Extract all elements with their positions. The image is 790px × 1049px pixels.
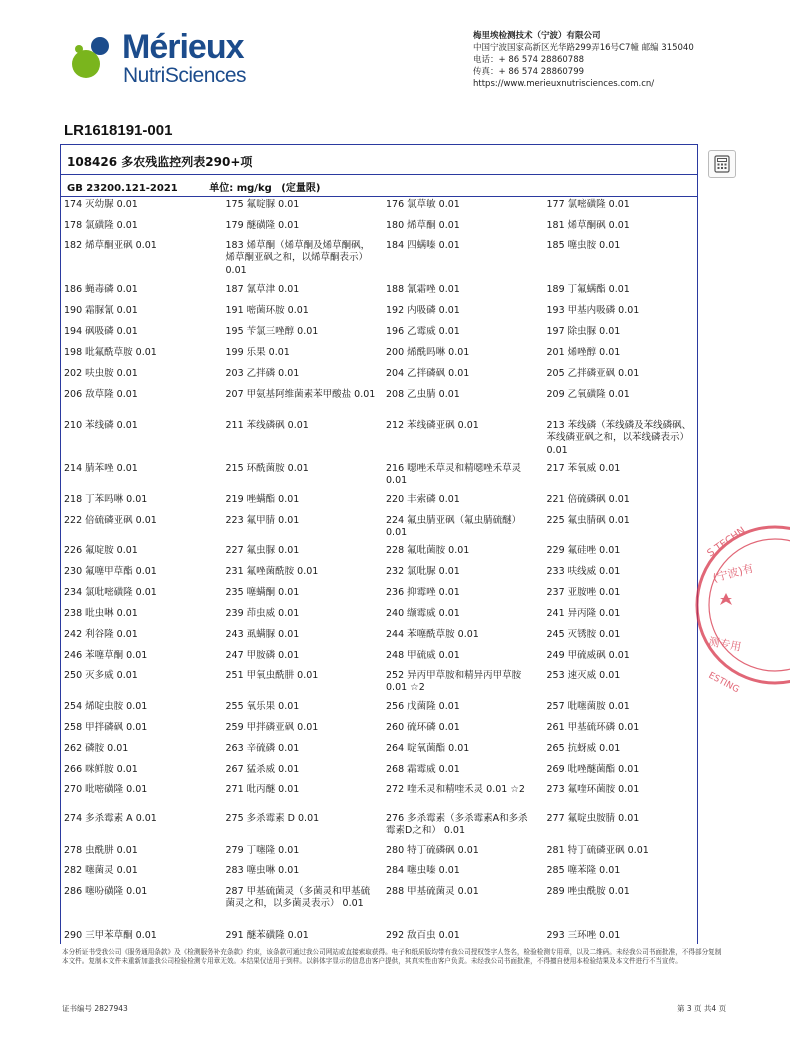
analyte-cell: 234 氯吡嘧磺隆 0.01 xyxy=(64,586,157,598)
analyte-cell: 222 倍硫磷亚砜 0.01 xyxy=(64,514,157,526)
svg-text:ESTING: ESTING xyxy=(706,670,741,696)
analyte-cell: 209 乙氧磺隆 0.01 xyxy=(546,388,630,400)
analyte-cell: 240 缬霉威 0.01 xyxy=(386,607,460,619)
table-row xyxy=(61,587,699,600)
table-row xyxy=(61,701,699,714)
table-row xyxy=(61,930,699,943)
analyte-cell: 236 抑霉唑 0.01 xyxy=(386,586,460,598)
method-standard: GB 23200.121-2021 xyxy=(67,183,178,194)
analyte-cell: 233 呋线威 0.01 xyxy=(546,565,621,577)
table-row xyxy=(61,886,699,911)
analyte-cell: 291 醚苯磺隆 0.01 xyxy=(225,929,309,941)
analyte-cell: 229 氟硅唑 0.01 xyxy=(546,544,621,556)
analyte-cell: 188 氰霜唑 0.01 xyxy=(386,283,460,295)
analyte-cell: 285 噻苯隆 0.01 xyxy=(546,864,621,876)
logo-subwordmark: NutriSciences xyxy=(123,64,247,87)
table-row xyxy=(61,764,699,777)
table-row xyxy=(61,220,699,233)
table-row xyxy=(61,494,699,507)
official-seal xyxy=(690,505,790,705)
table-row xyxy=(61,566,699,579)
table-row xyxy=(61,545,699,558)
analyte-cell: 281 特丁硫磷亚砜 0.01 xyxy=(546,844,649,856)
analyte-cell: 255 氧乐果 0.01 xyxy=(225,700,300,712)
analyte-cell: 280 特丁硫磷砜 0.01 xyxy=(386,844,479,856)
analyte-cell: 235 噻螨酮 0.01 xyxy=(225,586,300,598)
analyte-cell: 187 氰草津 0.01 xyxy=(225,283,300,295)
table-row xyxy=(61,420,699,458)
analyte-cell: 220 丰索磷 0.01 xyxy=(386,493,460,505)
analyte-cell: 180 烯草酮 0.01 xyxy=(386,219,460,231)
table-row xyxy=(61,722,699,735)
analyte-cell: 248 甲硫威 0.01 xyxy=(386,649,460,661)
analyte-cell: 200 烯酰吗啉 0.01 xyxy=(386,346,470,358)
analyte-cell: 201 烯唑醇 0.01 xyxy=(546,346,621,358)
analyte-cell: 204 乙拌磷砜 0.01 xyxy=(386,367,470,379)
analyte-cell: 174 灭幼脲 0.01 xyxy=(64,198,138,210)
analyte-cell: 260 硫环磷 0.01 xyxy=(386,721,460,733)
company-contact xyxy=(473,30,694,90)
analyte-cell: 283 噻虫啉 0.01 xyxy=(225,864,300,876)
analyte-cell: 224 氟虫腈亚砜（氟虫腈硫醚） 0.01 xyxy=(386,514,522,538)
logo-dots-icon xyxy=(66,32,122,88)
analyte-cell: 270 吡嘧磺隆 0.01 xyxy=(64,783,148,795)
analyte-cell: 268 霜霉威 0.01 xyxy=(386,763,460,775)
analyte-cell: 263 辛硫磷 0.01 xyxy=(225,742,300,754)
analyte-cell: 175 氟啶脲 0.01 xyxy=(225,198,300,210)
analyte-cell: 262 磷胺 0.01 xyxy=(64,742,129,754)
analyte-cell: 219 唑螨酯 0.01 xyxy=(225,493,300,505)
analyte-cell: 245 灭锈胺 0.01 xyxy=(546,628,621,640)
analyte-cell: 241 异丙隆 0.01 xyxy=(546,607,621,619)
report-number: LR1618191-001 xyxy=(64,122,173,139)
analyte-cell: 274 多杀霉素 A 0.01 xyxy=(64,812,157,824)
logo-wordmark: Mérieux xyxy=(122,28,244,66)
table-row xyxy=(61,845,699,858)
analyte-cell: 214 腈苯唑 0.01 xyxy=(64,462,138,474)
analyte-cell: 256 戊菌隆 0.01 xyxy=(386,700,460,712)
analyte-cell: 196 乙霉威 0.01 xyxy=(386,325,460,337)
analyte-cell: 202 呋虫胺 0.01 xyxy=(64,367,138,379)
analyte-cell: 288 甲基硫菌灵 0.01 xyxy=(386,885,479,897)
analyte-cell: 182 烯草酮亚砜 0.01 xyxy=(64,239,157,251)
analyte-cell: 197 除虫脲 0.01 xyxy=(546,325,621,337)
calculator-icon[interactable] xyxy=(708,150,736,178)
analyte-cell: 261 甲基硫环磷 0.01 xyxy=(546,721,640,733)
analyte-cell: 286 噻吩磺隆 0.01 xyxy=(64,885,148,897)
company-address: 中国宁波国家高新区光华路299弄16号C7幢 邮编 315040 xyxy=(473,43,694,53)
table-row xyxy=(61,650,699,663)
company-phone: 电话：+ 86 574 28860788 xyxy=(473,55,585,65)
analyte-cell: 243 虱螨脲 0.01 xyxy=(225,628,300,640)
analyte-cell: 249 甲硫威砜 0.01 xyxy=(546,649,630,661)
table-row xyxy=(61,515,699,540)
analyte-cell: 211 苯线磷砜 0.01 xyxy=(225,419,309,431)
table-row xyxy=(61,284,699,297)
analyte-cell: 177 氯嘧磺隆 0.01 xyxy=(546,198,630,210)
analyte-cell: 292 敌百虫 0.01 xyxy=(386,929,460,941)
analyte-cell: 267 猛杀威 0.01 xyxy=(225,763,300,775)
analyte-cell: 278 虫酰肼 0.01 xyxy=(64,844,138,856)
analyte-cell: 206 敌草隆 0.01 xyxy=(64,388,138,400)
analyte-cell: 213 苯线磷（苯线磷及苯线磷砜、苯线磷亚砜之和，以苯线磷表示） 0.01 xyxy=(546,419,692,456)
analyte-cell: 238 吡虫啉 0.01 xyxy=(64,607,138,619)
unit-label: 单位: mg/kg xyxy=(209,183,272,194)
table-row xyxy=(61,326,699,339)
analyte-cell: 226 氟啶胺 0.01 xyxy=(64,544,138,556)
analyte-cell: 275 多杀霉素 D 0.01 xyxy=(225,812,320,824)
table-row xyxy=(61,865,699,878)
analyte-cell: 259 甲拌磷亚砜 0.01 xyxy=(225,721,319,733)
svg-text:S TECHN: S TECHN xyxy=(705,525,748,560)
table-row xyxy=(61,463,699,488)
analyte-cell: 179 醚磺隆 0.01 xyxy=(225,219,300,231)
analyte-cell: 183 烯草酮（烯草酮及烯草酮砜，烯草酮亚砜之和，以烯草酮表示） 0.01 xyxy=(225,239,371,276)
analyte-cell: 218 丁苯吗啉 0.01 xyxy=(64,493,148,505)
table-row xyxy=(61,670,699,695)
analyte-cell: 216 噁唑禾草灵和精噁唑禾草灵 0.01 xyxy=(386,462,522,486)
analyte-cell: 185 噻虫胺 0.01 xyxy=(546,239,621,251)
company-logo xyxy=(66,28,256,90)
table-row xyxy=(61,305,699,318)
analyte-cell: 257 吡噻菌胺 0.01 xyxy=(546,700,630,712)
analyte-cell: 284 噻虫嗪 0.01 xyxy=(386,864,460,876)
analyte-cell: 192 内吸磷 0.01 xyxy=(386,304,460,316)
analyte-cell: 212 苯线磷亚砜 0.01 xyxy=(386,419,479,431)
analyte-cell: 193 甲基内吸磷 0.01 xyxy=(546,304,640,316)
analyte-cell: 239 茚虫威 0.01 xyxy=(225,607,300,619)
analyte-cell: 282 噻菌灵 0.01 xyxy=(64,864,138,876)
analyte-cell: 190 霜脲氰 0.01 xyxy=(64,304,138,316)
analyte-cell: 287 甲基硫菌灵（多菌灵和甲基硫菌灵之和，以多菌灵表示） 0.01 xyxy=(225,885,371,909)
analyte-cell: 269 吡唑醚菌酯 0.01 xyxy=(546,763,640,775)
analyte-cell: 265 抗蚜威 0.01 xyxy=(546,742,621,754)
analyte-cell: 228 氟吡菌胺 0.01 xyxy=(386,544,470,556)
table-row xyxy=(61,784,699,797)
table-row xyxy=(61,240,699,278)
analyte-cell: 290 三甲苯草酮 0.01 xyxy=(64,929,157,941)
analyte-cell: 293 三环唑 0.01 xyxy=(546,929,621,941)
analyte-cell: 264 啶氧菌酯 0.01 xyxy=(386,742,470,754)
analyte-cell: 279 丁噻隆 0.01 xyxy=(225,844,300,856)
analyte-cell: 230 氟噻甲草酯 0.01 xyxy=(64,565,157,577)
company-fax: 传真：+ 86 574 28860799 xyxy=(473,67,585,77)
analyte-cell: 225 氟虫腈砜 0.01 xyxy=(546,514,630,526)
page-indicator: 第 3 页 共4 页 xyxy=(677,1004,727,1013)
svg-text:(宁波)有: (宁波)有 xyxy=(711,561,755,585)
certificate-number: 证书编号 2827943 xyxy=(62,1004,128,1013)
analyte-cell: 276 多杀霉素（多杀霉素A和多杀霉素D之和） 0.01 xyxy=(386,812,528,836)
disclaimer-text: 本分析证书受我公司《服务通用条款》及《检测服务补充条款》约束，该条款可通过我公司网站或直接索取获得。电子和纸质版均带有我公司授权签字人签名，检验检测专用章，以及二维码。未经我公司书面批准，不得部分复制本文件。复制本文件未重新加盖我公司检验检测专用章无效。本结果仅适用于到样。以斜体字显示的信息由客户提供，其真实性由客户负责。未经我公司书面批准，不得擅自使用本检验结果及本文件进行不当宣传。 xyxy=(62,948,722,966)
analyte-cell: 207 甲氨基阿维菌素苯甲酸盐 0.01 xyxy=(225,388,376,400)
analyte-cell: 277 氟啶虫胺腈 0.01 xyxy=(546,812,640,824)
analyte-cell: 191 嘧菌环胺 0.01 xyxy=(225,304,309,316)
analyte-cell: 251 甲氧虫酰肼 0.01 xyxy=(225,669,319,681)
table-row xyxy=(61,743,699,756)
analyte-cell: 178 氯磺隆 0.01 xyxy=(64,219,138,231)
table-row xyxy=(61,368,699,381)
analyte-cell: 273 氟喹环菌胺 0.01 xyxy=(546,783,640,795)
analyte-cell: 254 烯啶虫胺 0.01 xyxy=(64,700,148,712)
analyte-cell: 195 苄氯三唑醇 0.01 xyxy=(225,325,319,337)
results-table xyxy=(60,144,698,944)
analyte-cell: 215 环酰菌胺 0.01 xyxy=(225,462,309,474)
svg-text:测专用: 测专用 xyxy=(707,635,743,654)
table-row xyxy=(61,347,699,360)
table-row xyxy=(61,389,699,402)
analyte-cell: 217 苯氧威 0.01 xyxy=(546,462,621,474)
analyte-cell: 253 速灭威 0.01 xyxy=(546,669,621,681)
analyte-cell: 252 异丙甲草胺和精异丙甲草胺 0.01 ☆2 xyxy=(386,669,522,693)
analyte-cell: 271 吡丙醚 0.01 xyxy=(225,783,300,795)
analyte-cell: 289 唑虫酰胺 0.01 xyxy=(546,885,630,897)
analyte-cell: 232 氯吡脲 0.01 xyxy=(386,565,460,577)
table-row xyxy=(61,199,699,212)
table-title: 108426 多农残监控列表290+项 xyxy=(61,145,697,175)
analyte-cell: 210 苯线磷 0.01 xyxy=(64,419,138,431)
analyte-cell: 223 氟甲腈 0.01 xyxy=(225,514,300,526)
table-row xyxy=(61,813,699,838)
analyte-cell: 208 乙虫腈 0.01 xyxy=(386,388,460,400)
analyte-cell: 221 倍硫磷砜 0.01 xyxy=(546,493,630,505)
company-website[interactable]: https://www.merieuxnutrisciences.com.cn/ xyxy=(473,79,655,89)
analyte-cell: 227 氟虫脲 0.01 xyxy=(225,544,300,556)
table-subheader xyxy=(61,175,697,197)
analyte-cell: 198 吡氟酰草胺 0.01 xyxy=(64,346,157,358)
analyte-cell: 176 氯草敏 0.01 xyxy=(386,198,460,210)
analyte-cell: 246 苯噻草酮 0.01 xyxy=(64,649,148,661)
analyte-cell: 250 灭多威 0.01 xyxy=(64,669,138,681)
analyte-cell: 205 乙拌磷亚砜 0.01 xyxy=(546,367,640,379)
analyte-cell: 237 亚胺唑 0.01 xyxy=(546,586,621,598)
analyte-cell: 231 氟唑菌酰胺 0.01 xyxy=(225,565,319,577)
analyte-cell: 184 四螨嗪 0.01 xyxy=(386,239,460,251)
analyte-cell: 181 烯草酮砜 0.01 xyxy=(546,219,630,231)
table-row xyxy=(61,608,699,621)
analyte-cell: 186 蝇毒磷 0.01 xyxy=(64,283,138,295)
analyte-cell: 194 砜吸磷 0.01 xyxy=(64,325,138,337)
analyte-cell: 247 甲胺磷 0.01 xyxy=(225,649,300,661)
analyte-cell: 258 甲拌磷砜 0.01 xyxy=(64,721,148,733)
analyte-cell: 272 喹禾灵和精喹禾灵 0.01 ☆2 xyxy=(386,783,525,795)
analyte-cell: 199 乐果 0.01 xyxy=(225,346,290,358)
table-row xyxy=(61,629,699,642)
analyte-cell: 189 丁氟螨酯 0.01 xyxy=(546,283,630,295)
analyte-cell: 203 乙拌磷 0.01 xyxy=(225,367,300,379)
analyte-cell: 266 咪鲜胺 0.01 xyxy=(64,763,138,775)
analyte-cell: 244 苯噻酰草胺 0.01 xyxy=(386,628,479,640)
company-name: 梅里埃检测技术（宁波）有限公司 xyxy=(473,31,601,41)
analyte-cell: 242 利谷隆 0.01 xyxy=(64,628,138,640)
quant-limit-label: (定量限) xyxy=(281,183,321,194)
